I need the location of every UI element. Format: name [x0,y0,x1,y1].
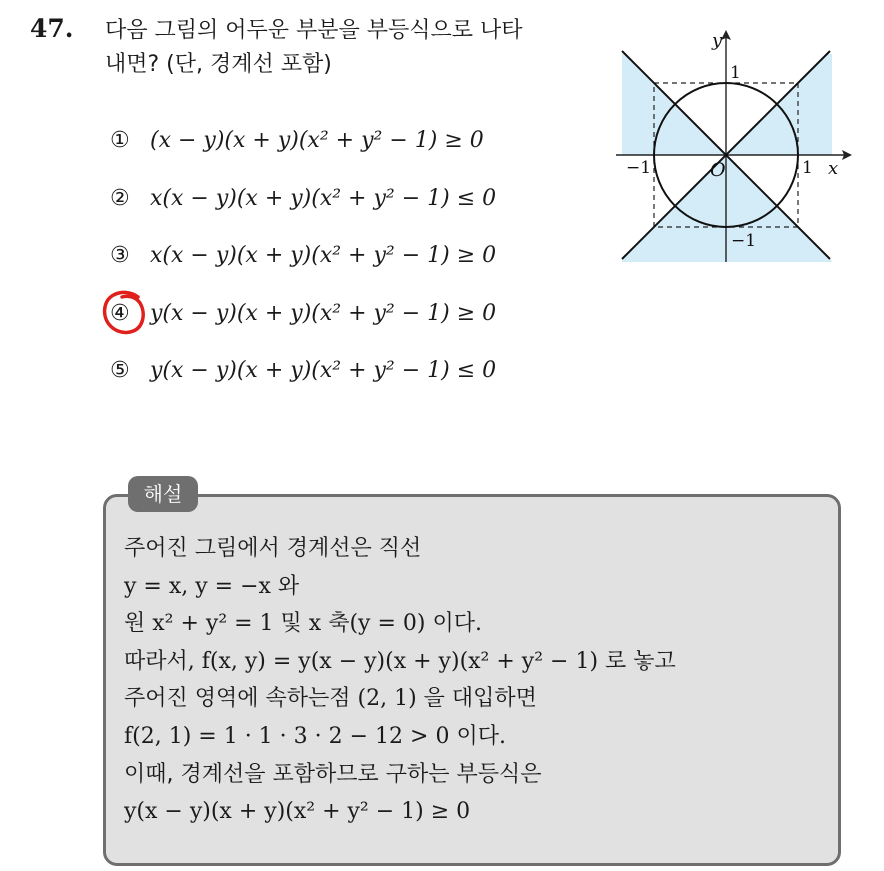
choice-expression: y(x − y)(x + y)(x² + y² − 1) ≥ 0 [150,300,497,326]
solution-tag: 해설 [128,476,198,512]
question-text-line-2: 내면? (단, 경계선 포함) [105,52,332,77]
solution-line: 이때, 경계선을 포함하므로 구하는 부등식은 [124,761,542,787]
red-circle-mark-icon [98,287,150,339]
choice-4[interactable] [110,301,496,359]
solution-text [124,530,676,831]
choice-2[interactable] [110,186,496,244]
question-text [105,14,605,82]
choice-expression: (x − y)(x + y)(x² + y² − 1) ≥ 0 [150,128,484,153]
solution-line: 주어진 영역에 속하는점 (2, 1) 을 대입하면 [124,686,537,712]
choice-number: ② [110,185,130,211]
solution-line: f(2, 1) = 1 · 1 · 3 · 2 − 12 > 0 이다. [124,723,506,749]
tick-y-neg-1: −1 [731,231,757,251]
choice-expression: y(x − y)(x + y)(x² + y² − 1) ≤ 0 [150,358,497,383]
choice-1[interactable] [110,128,496,186]
region-graph [616,28,856,268]
origin-label: O [710,159,726,181]
choice-number: ① [110,128,130,153]
solution-line: y(x − y)(x + y)(x² + y² − 1) ≥ 0 [124,799,471,825]
choice-number: ⑤ [110,358,130,383]
question-text-line-1: 다음 그림의 어두운 부분을 부등식으로 나타 [105,18,523,43]
solution-line: 따라서, f(x, y) = y(x − y)(x + y)(x² + y² − 1) 로 놓고 [124,648,676,674]
choice-number: ③ [110,243,130,268]
solution-line: y = x, y = −x 와 [124,573,300,599]
y-axis-label: y [712,30,723,51]
choice-expression: x(x − y)(x + y)(x² + y² − 1) ≥ 0 [150,243,497,268]
choice-expression: x(x − y)(x + y)(x² + y² − 1) ≤ 0 [150,185,497,211]
solution-line: 원 x² + y² = 1 및 x 축(y = 0) 이다. [124,611,482,637]
question-number: 47. [30,14,74,43]
tick-y-pos-1: 1 [730,63,741,83]
choice-5[interactable] [110,358,496,416]
tick-x-pos-1: 1 [802,158,813,178]
tick-x-neg-1: −1 [626,158,652,178]
answer-choices [110,128,496,416]
x-axis-label: x [828,158,839,179]
solution-line: 주어진 그림에서 경계선은 직선 [124,536,422,561]
choice-number: ④ [110,300,130,326]
choice-3[interactable] [110,243,496,301]
